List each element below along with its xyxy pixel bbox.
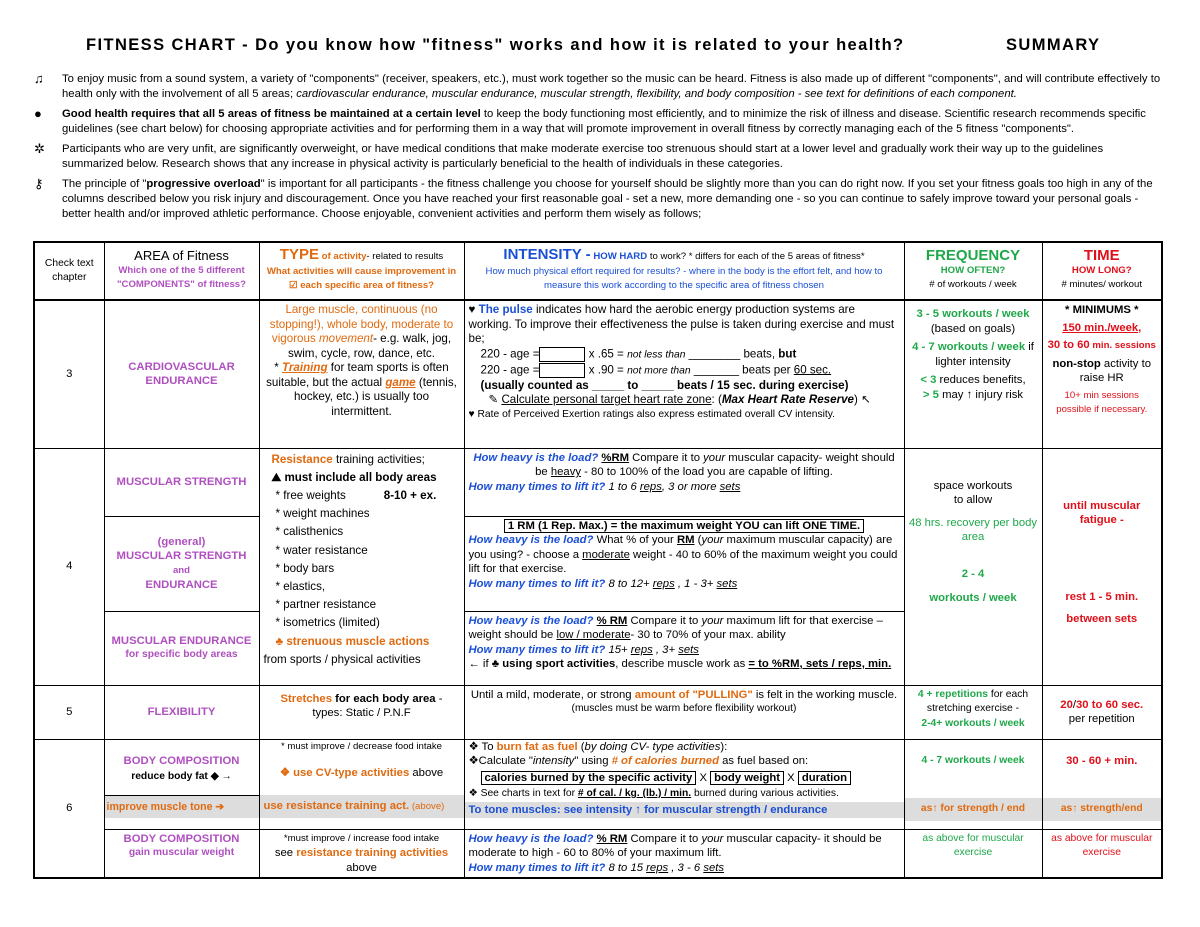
cardio-time: * MINIMUMS * 150 min./week, 30 to 60 min. sessions non-stop activity to raise HR 10+ min sessions possible if necessary. <box>1042 300 1162 448</box>
muscular-general-intensity: 1 RM (1 Rep. Max.) = the maximum weight YOU can lift ONE TIME. How heavy is the load? What % of your RM (your maximum muscular capacity) are you using? - choose a moderate weight - 40 to 60% of the maximum weight you could lift for that exercise. How many times to lift it? 8 to 12+ reps , 1 - 3+ sets <box>464 516 904 611</box>
weight-type-item-row <box>276 487 460 505</box>
muscular-strength-intensity: How heavy is the load? %RM Compare it to your muscular capacity- weight should be heavy - 80 to 100% of the load you are capable of lifting. How many times to lift it? 1 to 6 reps, 3 or more sets <box>464 448 904 516</box>
body-time: 30 - 60 + min. as↑ strength/end <box>1042 739 1162 829</box>
body-type: * must improve / decrease food intake ❖ use CV-type activities above use resistance training act. (above) <box>259 739 464 829</box>
muscular-endurance-area: MUSCULAR ENDURANCE for specific body areas <box>104 611 259 685</box>
cardio-intensity: ♥ The pulse indicates how hard the aerobic energy production systems are working. To improve their effectiveness the pulse is taken during exercise and must be; 220 - age = x .65 = not less than ________ beats, but 220 - age = x .90 = not more than _______ beats per 60 sec. (usually counted as _____ to _____ beats / 15 sec. during exercise) ✎ Calculate personal target heart rate zone: (Max Heart Rate Reserve) ↖ ♥ Rate of Perceived Exertion ratings also express estimated overall CV intensity. <box>464 300 904 448</box>
table-header-row <box>34 242 1162 300</box>
intro-paragraph-music: ♫ To enjoy music from a sound system, a variety of "components" (receiver, speakers, etc.), must work together so the music can be heard. Fitness is also made up of different "components", and will contribute effectively to health only with the involvement of all 5 areas; cardiovascular endurance, muscular endurance, muscular strength, flexibility, and body composition - see text for definitions of each component. <box>34 71 1161 100</box>
muscular-strength-area: MUSCULAR STRENGTH <box>104 448 259 516</box>
flex-chapter: 5 <box>34 685 104 739</box>
age-input-box <box>539 347 585 362</box>
title-text: FITNESS CHART - Do you know how "fitness" works and how it is related to your health? <box>86 36 905 54</box>
table-row-cardio <box>34 300 1162 448</box>
header-check-chapter: Check text chapter <box>34 242 104 300</box>
reps-label: 8-10 + ex. <box>383 488 437 502</box>
intro-section <box>34 72 1164 227</box>
flex-area: FLEXIBILITY <box>104 685 259 739</box>
fitness-table <box>33 241 1163 879</box>
body-frequency: 4 - 7 workouts / week as↑ for strength / end <box>904 739 1042 829</box>
muscular-chapter: 4 <box>34 448 104 685</box>
cardio-chapter: 3 <box>34 300 104 448</box>
header-type: TYPE of activity- related to results What activities will cause improvement in ☑ each specific area of fitness? <box>259 242 464 300</box>
flex-intensity: Until a mild, moderate, or strong amount of "PULLING" is felt in the working muscle. (muscles must be warm before flexibility workout) <box>464 685 904 739</box>
table-row-flexibility <box>34 685 1162 739</box>
body-type-gain: *must improve / increase food intake see resistance training activities above <box>259 829 464 878</box>
header-area: AREA of Fitness Which one of the 5 different "COMPONENTS" of fitness? <box>104 242 259 300</box>
header-frequency: FREQUENCY HOW OFTEN? # of workouts / week <box>904 242 1042 300</box>
flex-frequency: 4 + repetitions for each stretching exercise - 2-4+ workouts / week <box>904 685 1042 739</box>
body-area-gain: BODY COMPOSITION gain muscular weight <box>104 829 259 878</box>
weight-type-list <box>264 487 460 633</box>
cardio-frequency: 3 - 5 workouts / week (based on goals) 4 - 7 workouts / week if lighter intensity < 3 reduces benefits, > 5 may ↑ injury risk <box>904 300 1042 448</box>
runner-icon: ✲ <box>34 141 45 156</box>
table-row-muscular-strength <box>34 448 1162 516</box>
body-area-fat: BODY COMPOSITION reduce body fat ◆ → improve muscle tone ➔ <box>104 739 259 829</box>
intro-paragraph-health: ● Good health requires that all 5 areas of fitness be maintained at a certain level to keep the body functioning most efficiently, and to minimize the risk of illness and disease. Scientific research recommends specific guidelines (see chart below) for choosing appropriate activities and for performing them in a way that will promote improvement in overall fitness by correctly managing each of the 5 fitness "components". <box>34 106 1146 135</box>
cardio-type: Large muscle, continuous (no stopping!), whole body, moderate to vigorous movement- e.g. walk, jog, swim, cycle, row, dance, etc. * Training for team sports is often suitable, but the actual game (tennis, hockey, etc.) is usually too intermittent. <box>259 300 464 448</box>
intro-paragraph-overload: ⚷ The principle of "progressive overload" is important for all participants - the fitness challenge you choose for yourself should be slightly more than you can do right now. If you set your fitness goals too high in any of the columns described below you risk injury and discouragement. Once you have reached your first reasonable goal - set a new, more demanding one - so you can continue to safely improve toward your personal goals - better health and/or improved athletic performance. Choose enjoyable, convenient activities and perform them wisely as follows; <box>34 176 1153 220</box>
intro-paragraph-unfit: ✲ Participants who are very unfit, are significantly overweight, or have medical conditions that make moderate exercise too strenuous should start at a lower level and gradually work their way up to the guidelines summarized below. Research shows that any increase in physical activity is particularly beneficial to the health of individuals in these categories. <box>34 141 1104 170</box>
one-rep-max-box: 1 RM (1 Rep. Max.) = the maximum weight YOU can lift ONE TIME. <box>504 519 864 533</box>
flex-type: Stretches for each body area - types: Static / P.N.F <box>259 685 464 739</box>
cardio-area: CARDIOVASCULAR ENDURANCE <box>104 300 259 448</box>
age-input-box <box>539 363 585 378</box>
weight-type-item: * weight machines <box>275 507 370 521</box>
body-chapter: 6 <box>34 739 104 878</box>
weight-type-item: * elastics, <box>275 579 326 593</box>
muscular-general-area: (general) MUSCULAR STRENGTH and ENDURANCE <box>104 516 259 611</box>
weight-type-item: * water resistance <box>275 543 368 557</box>
music-note-icon: ♫ <box>34 71 44 86</box>
summary-label: SUMMARY <box>1006 36 1101 54</box>
body-time-gain: as above for muscular exercise <box>1042 829 1162 878</box>
body-intensity-fat: ❖ To burn fat as fuel (by doing CV- type activities): ❖Calculate "intensity" using # of calories burned as fuel based on: calories burned by the specific activity X body weight X duration ❖ See charts in text for # of cal. / kg. (lb.) / min. burned during various activities. To tone muscles: see intensity ↑ for muscular strength / endurance <box>464 739 904 829</box>
weight-type-item: * isometrics (limited) <box>275 616 380 630</box>
header-intensity: INTENSITY - HOW HARD to work? * differs for each of the 5 areas of fitness* How much physical effort required for results? - where in the body is the effort felt, and how to measure this work according to the specific area of fitness chosen <box>464 242 904 300</box>
page-title <box>86 36 1116 55</box>
header-time: TIME HOW LONG? # minutes/ workout <box>1042 242 1162 300</box>
muscular-frequency: space workouts to allow 48 hrs. recovery per body area 2 - 4 workouts / week <box>904 448 1042 685</box>
body-frequency-gain: as above for muscular exercise <box>904 829 1042 878</box>
weight-type-item: * calisthenics <box>275 525 344 539</box>
weight-type-item: * body bars <box>275 561 335 575</box>
flex-time: 20/30 to 60 sec. per repetition <box>1042 685 1162 739</box>
table-row-body-composition <box>34 739 1162 829</box>
bullet-icon: ● <box>34 106 42 121</box>
key-icon: ⚷ <box>34 176 44 191</box>
muscular-endurance-intensity: How heavy is the load? % RM Compare it to your maximum lift for that exercise – weight should be low / moderate- 30 to 70% of your max. ability How many times to lift it? 15+ reps , 3+ sets ← if ♣ using sport activities, describe muscle work as = to %RM, sets / reps, min. <box>464 611 904 685</box>
muscular-time: until muscular fatigue - rest 1 - 5 min. between sets <box>1042 448 1162 685</box>
muscular-type: Resistance training activities; ⛰ must include all body areas * free weights 8-10 + ex. * weight machines * calisthenics * water resistance * body bars * elastics, * partner resistance * isometrics (limited) ♣ strenuous muscle actions from sports / physical activities <box>259 448 464 685</box>
table-row-body-gain <box>34 829 1162 878</box>
weight-type-item: * partner resistance <box>275 598 377 612</box>
body-intensity-gain: How heavy is the load? % RM Compare it to your muscular capacity- it should be moderate to high - 60 to 80% of your maximum lift. How many times to lift it? 8 to 15 reps , 3 - 6 sets <box>464 829 904 878</box>
weight-type-item: * free weights <box>275 488 346 502</box>
